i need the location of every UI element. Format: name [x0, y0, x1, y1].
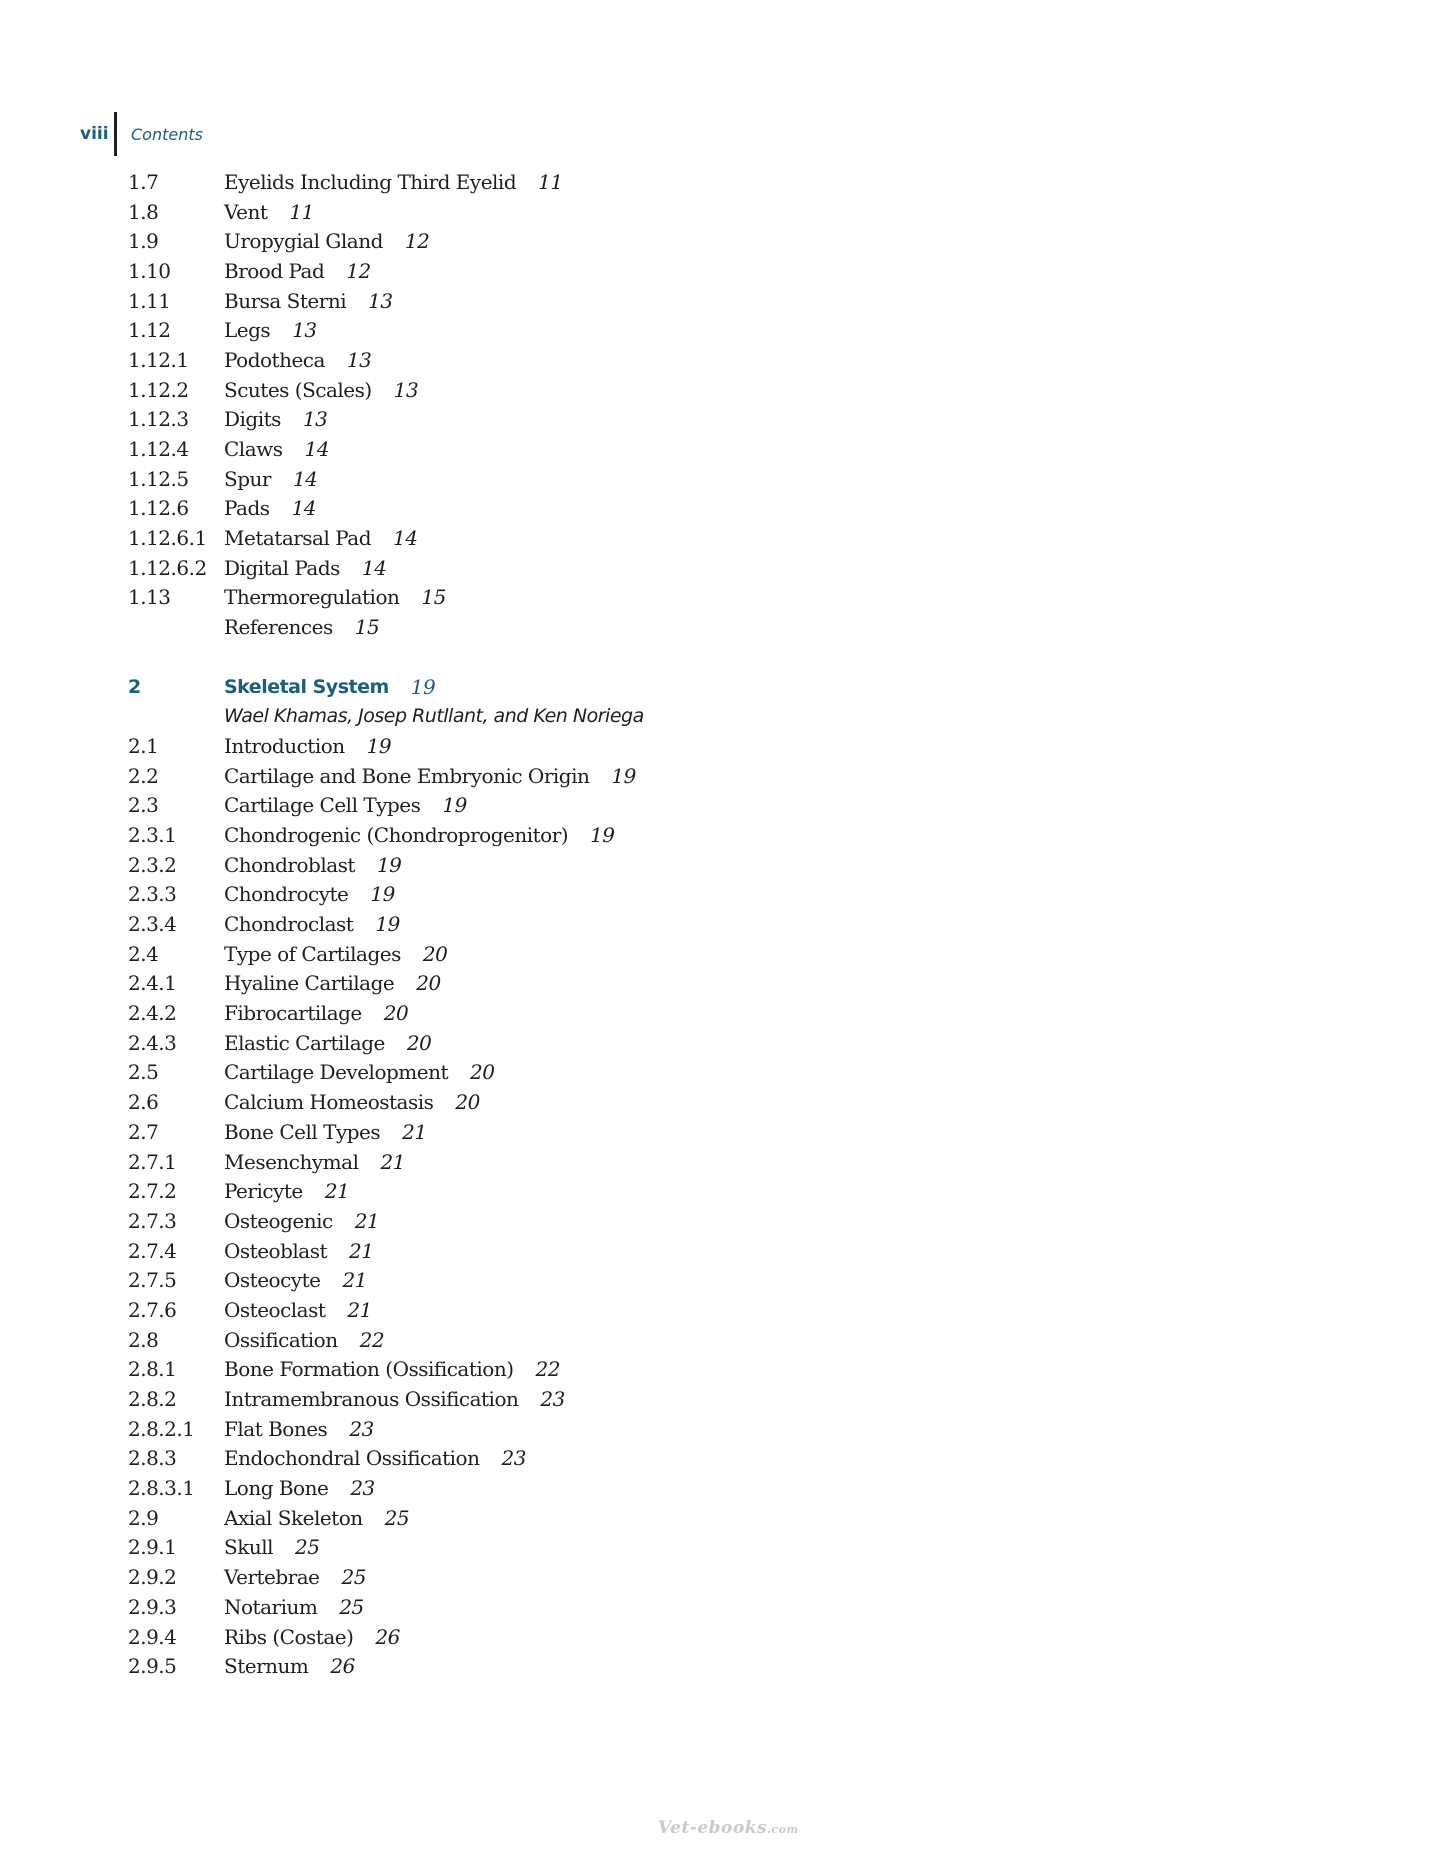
entry-title: Metatarsal Pad	[224, 526, 372, 551]
entry-page: 19	[370, 882, 395, 907]
toc-entry[interactable]	[128, 1503, 644, 1533]
toc-entry[interactable]	[128, 167, 644, 197]
entry-number: 1.8	[128, 199, 159, 224]
toc-entry[interactable]	[128, 1355, 644, 1385]
toc-entry[interactable]	[128, 1147, 644, 1177]
toc-entry[interactable]	[128, 880, 644, 910]
entry-page: 11	[289, 199, 314, 224]
toc-entry[interactable]	[128, 1533, 644, 1563]
toc-entry[interactable]	[128, 256, 644, 286]
page-number: viii	[80, 124, 109, 144]
entry-title: Claws	[224, 437, 283, 462]
toc-entry[interactable]	[128, 1473, 644, 1503]
entry-page: 19	[442, 793, 467, 818]
toc-entry[interactable]	[128, 1384, 644, 1414]
entry-title: Bursa Sterni	[224, 288, 347, 313]
toc-entry[interactable]	[128, 612, 644, 642]
entry-number: 1.12.6.1	[128, 526, 207, 551]
toc-entry[interactable]	[128, 1028, 644, 1058]
entry-title: Legs	[224, 318, 271, 343]
toc-part-2	[128, 731, 644, 1681]
entry-title: Calcium Homeostasis	[224, 1090, 434, 1115]
entry-number: 1.13	[128, 585, 171, 610]
entry-number: 1.10	[128, 258, 171, 283]
entry-page: 21	[347, 1297, 372, 1322]
entry-number: 1.12.2	[128, 377, 189, 402]
entry-page: 14	[393, 526, 418, 551]
entry-number: 2.3	[128, 793, 159, 818]
entry-title: Vertebrae	[224, 1565, 320, 1590]
chapter-title: Skeletal System	[224, 675, 389, 698]
entry-page: 20	[406, 1030, 432, 1055]
entry-number: 2.9.3	[128, 1594, 177, 1619]
toc-entry[interactable]	[128, 1206, 644, 1236]
entry-page: 19	[611, 763, 636, 788]
entry-title: Digital Pads	[224, 555, 340, 580]
entry-page: 22	[359, 1327, 385, 1352]
toc-entry[interactable]	[128, 1236, 644, 1266]
entry-number: 1.12	[128, 318, 171, 343]
entry-number: 2.6	[128, 1090, 159, 1115]
entry-number: 2.3.2	[128, 852, 177, 877]
entry-number: 1.12.4	[128, 437, 189, 462]
entry-title: Introduction	[224, 733, 345, 758]
entry-number: 2.1	[128, 733, 159, 758]
entry-number: 1.11	[128, 288, 171, 313]
entry-title: Digits	[224, 407, 281, 432]
toc-entry[interactable]	[128, 998, 644, 1028]
entry-page: 25	[384, 1505, 410, 1530]
toc-entry[interactable]	[128, 790, 644, 820]
entry-page: 14	[304, 437, 329, 462]
entry-title: Bone Formation (Ossification)	[224, 1357, 514, 1382]
entry-title: Endochondral Ossification	[224, 1446, 480, 1471]
entry-page: 21	[342, 1268, 367, 1293]
entry-page: 26	[330, 1654, 355, 1679]
entry-number: 2.7.3	[128, 1208, 177, 1233]
entry-page: 19	[366, 733, 392, 758]
entry-title: Ossification	[224, 1327, 338, 1352]
entry-number: 2.4.1	[128, 971, 177, 996]
entry-number: 2.7.6	[128, 1297, 177, 1322]
entry-title: Flat Bones	[224, 1416, 328, 1441]
entry-title: Osteoblast	[224, 1238, 327, 1263]
entry-title: Scutes (Scales)	[224, 377, 372, 402]
entry-number: 1.12.6.2	[128, 555, 207, 580]
toc-entry[interactable]	[128, 1295, 644, 1325]
entry-number: 1.12.6	[128, 496, 189, 521]
entry-number: 1.12.1	[128, 347, 189, 372]
toc-entry[interactable]	[128, 523, 644, 553]
entry-page: 20	[383, 1001, 409, 1026]
toc-entry[interactable]	[128, 939, 644, 969]
entry-page: 19	[375, 912, 400, 937]
toc-entry[interactable]	[128, 820, 644, 850]
entry-page: 25	[341, 1565, 366, 1590]
entry-title: Pads	[224, 496, 270, 521]
entry-number: 2.8.2	[128, 1387, 177, 1412]
entry-number: 2.2	[128, 763, 159, 788]
entry-title: Bone Cell Types	[224, 1119, 381, 1144]
watermark-suffix: .com	[767, 1823, 799, 1836]
toc-entry[interactable]	[128, 1087, 644, 1117]
entry-page: 26	[375, 1624, 400, 1649]
entry-page: 11	[538, 169, 563, 194]
entry-page: 22	[535, 1357, 560, 1382]
entry-page: 23	[501, 1446, 526, 1471]
running-head	[80, 112, 203, 156]
entry-page: 13	[393, 377, 419, 402]
chapter-spacer	[128, 642, 644, 672]
entry-title: Intramembranous Ossification	[224, 1387, 519, 1412]
entry-title: Podotheca	[224, 347, 325, 372]
chapter-heading[interactable]	[128, 672, 644, 702]
entry-title: Pericyte	[224, 1179, 303, 1204]
entry-page: 21	[349, 1238, 374, 1263]
toc-entry[interactable]	[128, 1176, 644, 1206]
entry-number: 2.9.4	[128, 1624, 177, 1649]
toc-entry[interactable]	[128, 850, 644, 880]
toc-entry[interactable]	[128, 226, 644, 256]
entry-title: Brood Pad	[224, 258, 325, 283]
chapter-authors: Wael Khamas, Josep Rutllant, and Ken Noriega	[224, 705, 644, 728]
entry-title: Osteocyte	[224, 1268, 321, 1293]
entry-number: 1.12.5	[128, 466, 189, 491]
entry-title: Vent	[224, 199, 268, 224]
entry-title: Chondroclast	[224, 912, 354, 937]
entry-title: Eyelids Including Third Eyelid	[224, 169, 517, 194]
entry-page: 20	[416, 971, 441, 996]
entry-page: 20	[470, 1060, 495, 1085]
entry-title: Notarium	[224, 1594, 318, 1619]
entry-title: Axial Skeleton	[224, 1505, 363, 1530]
entry-title: Fibrocartilage	[224, 1001, 362, 1026]
toc-entry[interactable]	[128, 1058, 644, 1088]
entry-page: 19	[590, 822, 615, 847]
entry-page: 25	[339, 1594, 364, 1619]
entry-page: 21	[354, 1208, 380, 1233]
entry-title: Cartilage Development	[224, 1060, 449, 1085]
entry-page: 15	[354, 615, 380, 640]
entry-title: Ribs (Costae)	[224, 1624, 354, 1649]
entry-page: 13	[302, 407, 328, 432]
toc-entry[interactable]	[128, 286, 644, 316]
entry-number: 2.3.4	[128, 912, 177, 937]
entry-page: 13	[346, 347, 372, 372]
entry-title: Osteogenic	[224, 1208, 333, 1233]
entry-title: Osteoclast	[224, 1297, 326, 1322]
toc-entry[interactable]	[128, 1651, 644, 1681]
toc-entry[interactable]	[128, 583, 644, 613]
toc-entry[interactable]	[128, 197, 644, 227]
entry-title: Mesenchymal	[224, 1149, 359, 1174]
entry-page: 20	[422, 941, 448, 966]
toc-entry[interactable]	[128, 761, 644, 791]
entry-page: 21	[380, 1149, 405, 1174]
entry-title: Chondroblast	[224, 852, 355, 877]
entry-page: 12	[346, 258, 371, 283]
section-title: Contents	[131, 124, 203, 144]
watermark-logo	[658, 1818, 799, 1838]
entry-title: Hyaline Cartilage	[224, 971, 395, 996]
entry-number: 2.7.4	[128, 1238, 177, 1263]
entry-page: 20	[455, 1090, 480, 1115]
toc-entry[interactable]	[128, 375, 644, 405]
entry-number: 2.4.2	[128, 1001, 177, 1026]
toc-entry[interactable]	[128, 1265, 644, 1295]
toc-entry[interactable]	[128, 434, 644, 464]
entry-number: 2.3.3	[128, 882, 177, 907]
entry-number: 2.9	[128, 1505, 159, 1530]
toc-entry[interactable]	[128, 345, 644, 375]
entry-number: 2.7.2	[128, 1179, 177, 1204]
entry-number: 2.7.1	[128, 1149, 177, 1174]
entry-page: 21	[324, 1179, 350, 1204]
entry-number: 2.8.3	[128, 1446, 177, 1471]
entry-page: 21	[402, 1119, 427, 1144]
table-of-contents	[128, 167, 644, 1681]
toc-entry[interactable]	[128, 1562, 644, 1592]
entry-title: Elastic Cartilage	[224, 1030, 385, 1055]
entry-number: 2.8.3.1	[128, 1476, 195, 1501]
toc-part-1	[128, 167, 644, 642]
entry-number: 2.4.3	[128, 1030, 177, 1055]
toc-entry[interactable]	[128, 1622, 644, 1652]
entry-number: 2.7	[128, 1119, 159, 1144]
entry-number: 1.7	[128, 169, 159, 194]
entry-page: 23	[350, 1476, 375, 1501]
entry-title: Spur	[224, 466, 271, 491]
toc-entry[interactable]	[128, 1444, 644, 1474]
entry-number: 2.7.5	[128, 1268, 177, 1293]
entry-number: 2.9.5	[128, 1654, 177, 1679]
entry-number: 2.3.1	[128, 822, 177, 847]
entry-page: 25	[295, 1535, 320, 1560]
chapter-authors-row	[128, 701, 644, 731]
entry-title: Thermoregulation	[224, 585, 400, 610]
chapter-number: 2	[128, 675, 141, 698]
entry-title: Cartilage and Bone Embryonic Origin	[224, 763, 590, 788]
toc-entry[interactable]	[128, 1414, 644, 1444]
entry-page: 13	[292, 318, 317, 343]
entry-title: Long Bone	[224, 1476, 329, 1501]
toc-entry[interactable]	[128, 969, 644, 999]
entry-title: Cartilage Cell Types	[224, 793, 421, 818]
entry-title: Type of Cartilages	[224, 941, 401, 966]
entry-title: Uropygial Gland	[224, 229, 383, 254]
entry-number: 1.12.3	[128, 407, 189, 432]
entry-number: 2.8	[128, 1327, 159, 1352]
entry-page: 12	[404, 229, 430, 254]
entry-title: Chondrogenic (Chondroprogenitor)	[224, 822, 569, 847]
toc-entry[interactable]	[128, 909, 644, 939]
entry-title: Skull	[224, 1535, 273, 1560]
entry-title: Sternum	[224, 1654, 309, 1679]
entry-number: 2.8.1	[128, 1357, 177, 1382]
entry-number: 2.4	[128, 941, 159, 966]
entry-page: 19	[376, 852, 402, 877]
entry-number: 2.8.2.1	[128, 1416, 195, 1441]
entry-number: 2.9.2	[128, 1565, 177, 1590]
header-rule	[114, 112, 117, 156]
entry-page: 13	[368, 288, 393, 313]
entry-number: 2.9.1	[128, 1535, 177, 1560]
entry-number: 2.5	[128, 1060, 159, 1085]
entry-title: References	[224, 615, 333, 640]
toc-entry[interactable]	[128, 405, 644, 435]
toc-entry[interactable]	[128, 494, 644, 524]
entry-page: 15	[421, 585, 446, 610]
toc-entry[interactable]	[128, 1325, 644, 1355]
entry-page: 23	[540, 1387, 565, 1412]
toc-entry[interactable]	[128, 1592, 644, 1622]
toc-entry[interactable]	[128, 553, 644, 583]
entry-title: Chondrocyte	[224, 882, 349, 907]
toc-entry[interactable]	[128, 315, 644, 345]
toc-entry[interactable]	[128, 464, 644, 494]
watermark-text: Vet-ebooks	[658, 1818, 768, 1838]
toc-entry[interactable]	[128, 1117, 644, 1147]
entry-number: 1.9	[128, 229, 159, 254]
entry-page: 14	[292, 466, 318, 491]
entry-page: 14	[291, 496, 317, 521]
toc-entry[interactable]	[128, 731, 644, 761]
entry-page: 14	[361, 555, 387, 580]
chapter-page: 19	[410, 674, 436, 699]
entry-page: 23	[349, 1416, 374, 1441]
